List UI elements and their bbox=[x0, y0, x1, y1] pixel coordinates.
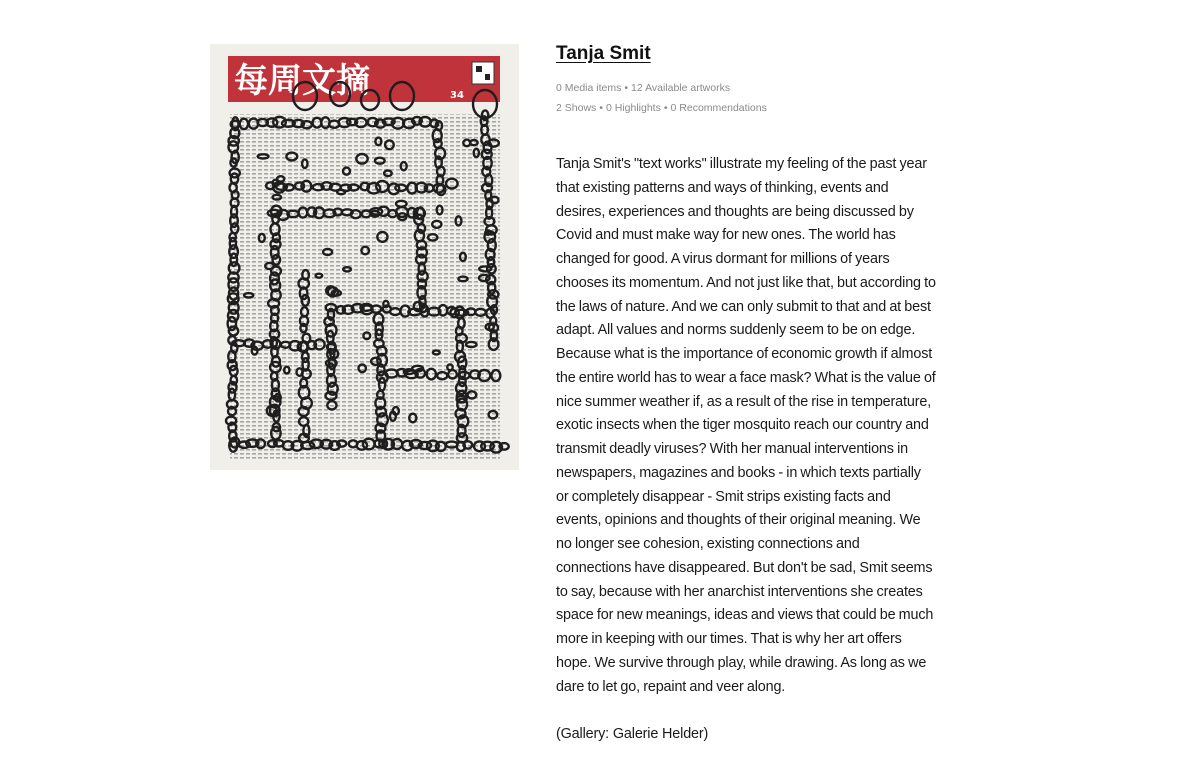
shows-link[interactable]: 2 Shows bbox=[556, 102, 597, 114]
meta-separator: • bbox=[663, 102, 668, 114]
recommendations-link[interactable]: 0 Recommendations bbox=[670, 102, 767, 114]
artist-description: Tanja Smit's "text works" illustrate my feeling of the past year that existing patterns and ways of thinking, events and desires, experiences and thoughts are being discussed by Covid and must make way for new ones. The world has changed for good. A virus dormant for millions of years chooses its momentum. And not just like that, but according to the laws of nature. And we can only submit to that and at best adapt. All values and norms suddenly seem to be on edge. Because what is the importance of economic growth if almost the entire world has to wear a face mask? What is the value of nice summer weather if, as a result of the rise in temperature, exotic insects when the tiger mosquito reach our country and transmit deadly viruses? With her manual interventions in newspapers, magazines and books - in which texts partially or completely disappear - Smit strips existing facts and events, opinions and thoughts of their original meaning. We no longer see cohesion, existing connections and connections have disappeared. But don't be sad, Smit seems to say, because with her anarchist interventions she creates space for new meanings, ideas and views that could be much more in keeping with our times. That is why her art offers hope. We survive through play, while drawing. As long as we dare to let go, repaint and veer along. bbox=[556, 156, 936, 695]
highlights-link[interactable]: 0 Highlights bbox=[605, 102, 661, 114]
artist-name-link[interactable]: Tanja Smit bbox=[556, 43, 651, 64]
available-artworks-link[interactable]: 12 Available artworks bbox=[631, 82, 731, 94]
media-items-link[interactable]: 0 Media items bbox=[556, 82, 622, 94]
issue-number: 34 bbox=[450, 90, 464, 101]
stats-line-2 bbox=[556, 98, 936, 118]
artist-info-panel bbox=[556, 40, 936, 761]
meta-separator: • bbox=[624, 82, 629, 94]
stats-line-1 bbox=[556, 78, 936, 98]
qr-code bbox=[472, 62, 494, 84]
gallery-credit: (Gallery: Galerie Helder) bbox=[556, 726, 709, 743]
newspaper-artwork bbox=[210, 44, 519, 470]
masthead-title: 每周文摘 bbox=[234, 61, 370, 101]
artwork-image[interactable] bbox=[210, 44, 519, 470]
meta-separator: • bbox=[599, 102, 603, 114]
